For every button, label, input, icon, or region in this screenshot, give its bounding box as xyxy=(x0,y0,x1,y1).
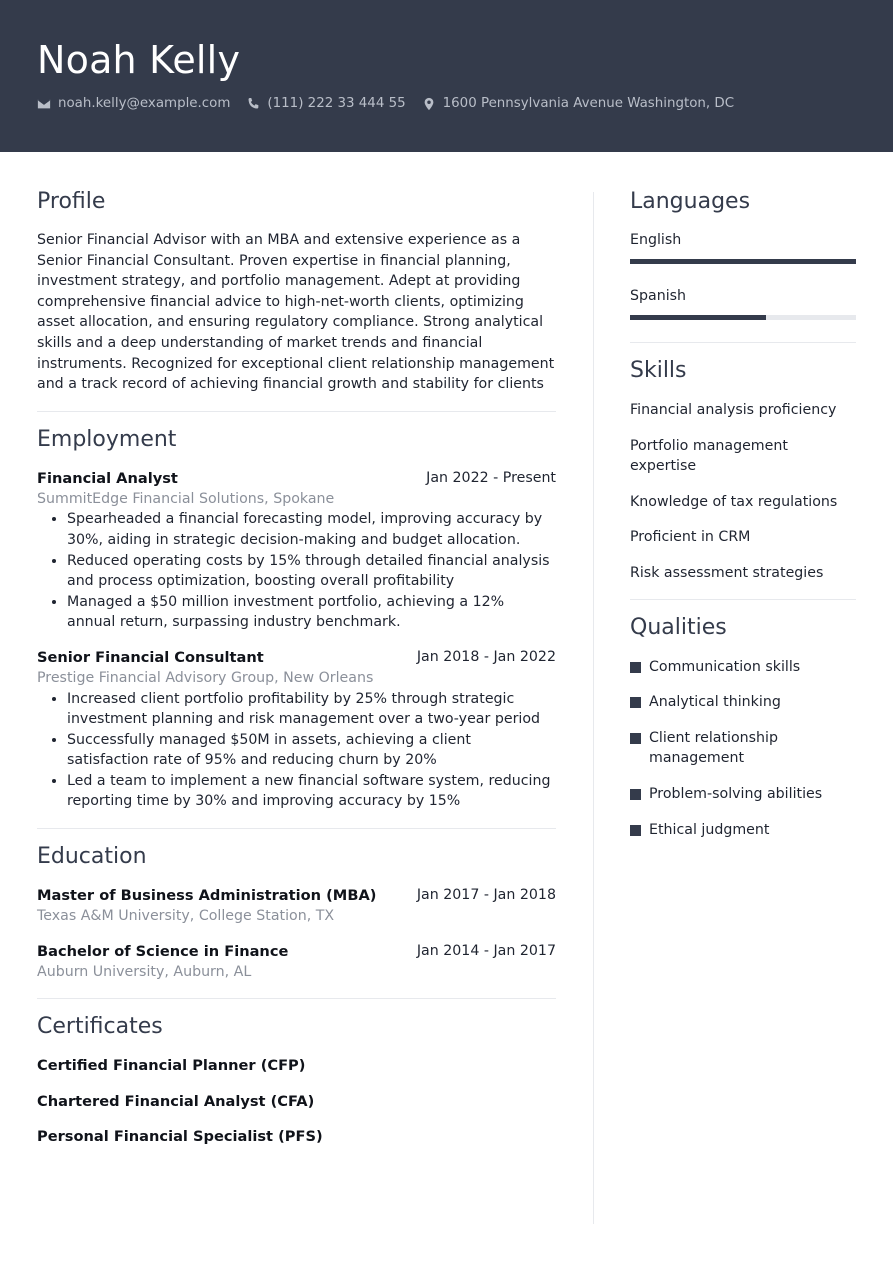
profile-summary: Senior Financial Advisor with an MBA and extensive experience as a Senior Financial Consultant. Proven expertise in financial planning, investment strategy, and portfolio management. Adept at providing comprehensive financial advice to high-net-worth clients, optimizing asset allocation, and ensuring regulatory compliance. Strong analytical skills and a deep understanding of market trends and financial instruments. Recognized for exceptional client relationship management and a track record of achieving financial growth and stability for clients xyxy=(37,232,555,393)
section-divider xyxy=(630,342,856,343)
education-entry xyxy=(37,885,556,927)
square-bullet-icon xyxy=(630,825,641,836)
candidate-name: Noah Kelly xyxy=(37,38,241,82)
job-entry xyxy=(37,647,556,812)
square-bullet-icon xyxy=(630,733,641,744)
quality-item xyxy=(630,784,856,805)
language-level-bar xyxy=(630,315,856,320)
quality-item xyxy=(630,692,856,713)
job-date: Jan 2022 - Present xyxy=(426,469,556,486)
school-name: Auburn University, Auburn, AL xyxy=(37,963,252,980)
qualities-section xyxy=(630,612,856,841)
school-name: Texas A&M University, College Station, TX xyxy=(37,908,335,925)
profile-section xyxy=(37,186,556,395)
language-name: Spanish xyxy=(630,288,687,304)
section-divider xyxy=(37,998,556,999)
quality-item xyxy=(630,657,856,678)
language-level-bar xyxy=(630,259,856,264)
square-bullet-icon xyxy=(630,789,641,800)
contact-phone[interactable] xyxy=(246,96,405,111)
section-title-languages: Languages xyxy=(630,189,751,214)
contact-email[interactable] xyxy=(37,96,230,111)
certificates-section xyxy=(37,1011,556,1147)
quality-label: Problem-solving abilities xyxy=(649,785,823,802)
phone-text: (111) 222 33 444 55 xyxy=(267,96,406,111)
certificate-item: Personal Financial Specialist (PFS) xyxy=(37,1128,323,1146)
contact-bar xyxy=(37,96,750,111)
sidebar-column xyxy=(630,186,856,840)
skill-item: Financial analysis proficiency xyxy=(630,402,837,418)
language-level-fill xyxy=(630,259,856,264)
language-item xyxy=(630,286,856,320)
skill-item: Knowledge of tax regulations xyxy=(630,493,838,510)
section-title-qualities: Qualities xyxy=(630,614,727,640)
quality-label: Communication skills xyxy=(649,658,801,675)
square-bullet-icon xyxy=(630,697,641,708)
quality-label: Analytical thinking xyxy=(649,694,781,711)
skills-section xyxy=(630,355,856,584)
section-title-certificates: Certificates xyxy=(37,1014,163,1040)
list-item: • Managed a $50 million investment portfolio, achieving a 12% annual return, surpassing industry benchmark. xyxy=(67,592,556,633)
education-entry xyxy=(37,941,556,983)
job-bullets xyxy=(67,509,556,633)
skill-item: Portfolio management expertise xyxy=(630,437,788,475)
language-name: English xyxy=(630,232,682,248)
column-divider xyxy=(593,192,594,1224)
list-item: • Spearheaded a financial forecasting model, improving accuracy by 30%, aiding in strategic decision-making and budget allocation. xyxy=(67,509,556,550)
address-text: 1600 Pennsylvania Avenue Washington, DC xyxy=(442,96,735,111)
section-divider xyxy=(37,411,556,412)
job-bullets xyxy=(67,689,556,813)
education-date: Jan 2017 - Jan 2018 xyxy=(416,887,556,904)
quality-label: Client relationship management xyxy=(649,729,778,767)
degree-title: Bachelor of Science in Finance xyxy=(37,942,289,960)
phone-icon xyxy=(246,97,260,111)
job-company: SummitEdge Financial Solutions, Spokane xyxy=(37,490,335,507)
job-date: Jan 2018 - Jan 2022 xyxy=(416,648,556,665)
square-bullet-icon xyxy=(630,662,641,673)
languages-section xyxy=(630,186,856,320)
envelope-icon xyxy=(37,97,51,111)
quality-item xyxy=(630,820,856,841)
language-level-fill xyxy=(630,315,766,320)
education-section xyxy=(37,841,556,982)
certificate-item: Certified Financial Planner (CFP) xyxy=(37,1057,306,1075)
list-item: • Increased client portfolio profitability by 25% through strategic investment planning and risk management over a two-year period xyxy=(67,689,556,730)
employment-section xyxy=(37,424,556,812)
job-title: Senior Financial Consultant xyxy=(37,648,264,666)
quality-label: Ethical judgment xyxy=(649,821,770,838)
certificate-item: Chartered Financial Analyst (CFA) xyxy=(37,1093,315,1111)
main-column xyxy=(37,186,556,1147)
job-entry xyxy=(37,468,556,633)
list-item: • Led a team to implement a new financial software system, reducing reporting time by 30% and improving accuracy by 15% xyxy=(67,771,556,812)
degree-title: Master of Business Administration (MBA) xyxy=(37,887,377,905)
list-item: • Successfully managed $50M in assets, achieving a client satisfaction rate of 95% and reducing churn by 20% xyxy=(67,730,556,771)
map-pin-icon xyxy=(422,97,436,111)
job-company: Prestige Financial Advisory Group, New Orleans xyxy=(37,669,374,686)
job-title: Financial Analyst xyxy=(37,469,178,487)
section-title-skills: Skills xyxy=(630,358,687,383)
section-title-employment: Employment xyxy=(37,426,177,452)
section-divider xyxy=(37,828,556,829)
section-title-profile: Profile xyxy=(37,189,106,214)
section-title-education: Education xyxy=(37,844,147,870)
section-divider xyxy=(630,599,856,600)
resume-header xyxy=(0,0,893,152)
skill-item: Risk assessment strategies xyxy=(630,564,824,581)
email-text: noah.kelly@example.com xyxy=(58,96,231,111)
education-date: Jan 2014 - Jan 2017 xyxy=(416,942,556,959)
quality-item xyxy=(630,728,856,769)
contact-address xyxy=(422,96,734,111)
list-item: • Reduced operating costs by 15% through detailed financial analysis and process optimization, boosting overall profitability xyxy=(67,551,556,592)
language-item xyxy=(630,230,856,264)
skill-item: Proficient in CRM xyxy=(630,529,751,546)
